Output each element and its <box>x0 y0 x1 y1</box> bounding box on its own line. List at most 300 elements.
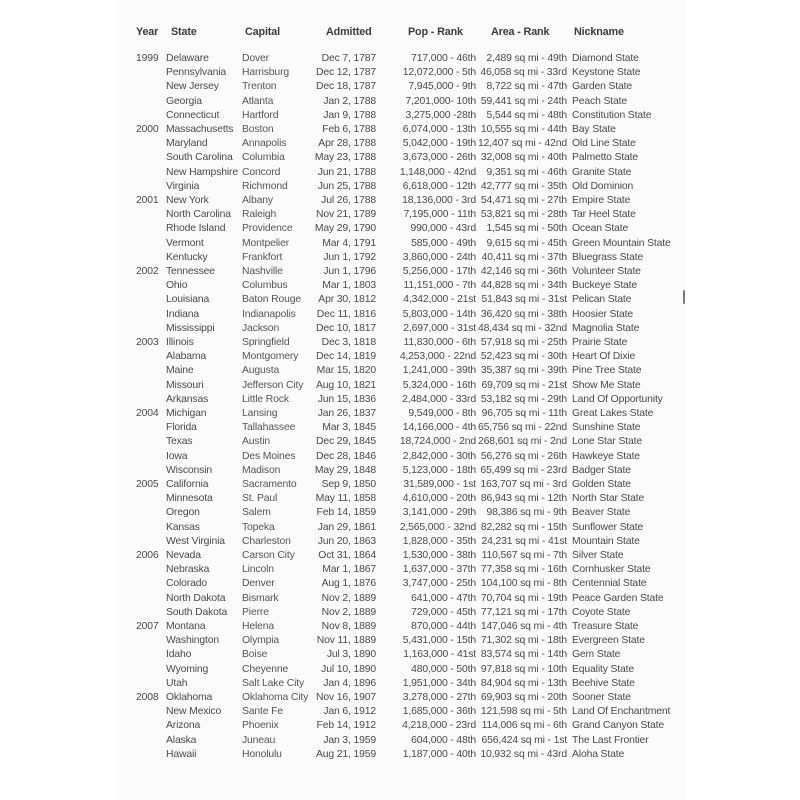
row-admitted: Dec 14, 1819 <box>315 351 376 363</box>
row-area-rank: 35,387 sq mi - 39th <box>480 365 567 377</box>
row-state: Kansas <box>166 521 200 533</box>
row-capital: Raleigh <box>242 209 277 221</box>
row-area-rank: 70,704 sq mi - 19th <box>480 592 567 604</box>
row-admitted: May 23, 1788 <box>314 152 376 164</box>
row-capital: Columbus <box>242 280 288 292</box>
row-area-rank: 9,615 sq mi - 45th <box>486 237 567 249</box>
row-area-rank: 53,821 sq mi - 28th <box>480 209 567 221</box>
row-capital: Little Rock <box>242 393 289 405</box>
row-pop-rank: 11,151,000 - 7th <box>403 280 476 292</box>
row-nickname: Beaver State <box>572 507 631 519</box>
row-pop-rank: 9,549,000 - 8th <box>408 408 476 419</box>
row-state: Ohio <box>166 280 188 292</box>
row-capital: Concord <box>242 166 281 178</box>
row-capital: Salt Lake City <box>242 677 305 689</box>
table-row <box>0 506 800 520</box>
table-row <box>0 137 800 151</box>
row-admitted: Nov 11, 1889 <box>316 635 376 647</box>
row-area-rank: 12,407 sq mi - 42nd <box>478 138 567 150</box>
row-admitted: Dec 3, 1818 <box>321 337 376 348</box>
table-row <box>0 563 800 577</box>
table-row <box>0 166 800 180</box>
row-capital: Sante Fe <box>242 706 283 718</box>
row-nickname: Grand Canyon State <box>572 720 665 732</box>
row-admitted: Jan 29, 1861 <box>317 521 376 533</box>
row-year: 2005 <box>136 479 159 490</box>
row-state: Arkansas <box>166 393 209 405</box>
row-area-rank: 147,046 sq mi - 4th <box>480 621 567 632</box>
row-nickname: Beehive State <box>572 677 635 689</box>
row-capital: Nashville <box>242 266 283 277</box>
table-row <box>0 407 800 421</box>
row-pop-rank: 1,685,000 - 36th <box>402 706 476 718</box>
row-pop-rank: 4,218,000 - 23rd <box>402 720 476 732</box>
row-capital: Harrisburg <box>242 67 290 79</box>
row-area-rank: 71,302 sq mi - 18th <box>480 635 567 647</box>
row-capital: Augusta <box>242 365 280 377</box>
row-admitted: Nov 16, 1907 <box>315 692 376 703</box>
row-capital: Tallahassee <box>242 422 296 434</box>
table-row <box>0 180 800 194</box>
row-capital: Des Moines <box>242 450 296 462</box>
table-row <box>0 478 800 492</box>
row-area-rank: 86,943 sq mi - 12th <box>480 493 567 505</box>
row-pop-rank: 1,951,000 - 34th <box>402 677 476 689</box>
row-state: Missouri <box>166 379 204 391</box>
row-state: North Carolina <box>166 209 231 221</box>
row-admitted: Jan 26, 1837 <box>317 408 376 419</box>
row-pop-rank: 6,074,000 - 13th <box>402 124 476 135</box>
header-nickname: Nickname <box>574 26 624 38</box>
row-state: New Hampshire <box>166 166 238 178</box>
row-admitted: Oct 31, 1864 <box>318 550 376 561</box>
table-row <box>0 521 800 535</box>
row-nickname: Evergreen State <box>572 635 645 647</box>
row-state: Iowa <box>166 450 188 462</box>
row-pop-rank: 641,000 - 47th <box>411 592 476 604</box>
row-admitted: Jan 3, 1959 <box>323 734 376 746</box>
row-nickname: Coyote State <box>572 606 631 618</box>
row-area-rank: 84,904 sq mi - 13th <box>480 677 567 689</box>
row-admitted: Nov 8, 1889 <box>321 621 376 632</box>
table-row <box>0 194 800 208</box>
row-year: 1999 <box>136 53 159 64</box>
table-row <box>0 450 800 464</box>
row-state: Oregon <box>166 507 200 519</box>
row-capital: Frankfort <box>242 251 283 263</box>
row-capital: Albany <box>242 195 273 206</box>
row-admitted: Feb 14, 1912 <box>316 720 376 732</box>
row-nickname: North Star State <box>572 493 645 505</box>
row-area-rank: 65,756 sq mi - 22nd <box>478 422 567 434</box>
row-pop-rank: 604,000 - 48th <box>411 734 476 746</box>
table-row <box>0 648 800 662</box>
row-state: Michigan <box>166 408 207 419</box>
row-admitted: Dec 12, 1787 <box>315 67 376 79</box>
row-area-rank: 1,545 sq mi - 50th <box>486 223 567 235</box>
row-state: Delaware <box>166 53 209 64</box>
row-nickname: Garden State <box>572 81 633 93</box>
row-year: 2003 <box>136 337 159 348</box>
row-area-rank: 9,351 sq mi - 46th <box>486 166 567 178</box>
row-capital: Salem <box>242 507 271 519</box>
row-capital: Montpelier <box>242 237 290 249</box>
row-admitted: Aug 21, 1959 <box>315 748 376 760</box>
row-pop-rank: 2,842,000 - 30th <box>402 450 476 462</box>
table-row <box>0 464 800 478</box>
row-capital: Hartford <box>242 109 279 121</box>
row-state: Illinois <box>166 337 194 348</box>
row-state: Nevada <box>166 550 201 561</box>
row-admitted: Dec 29, 1845 <box>315 436 376 448</box>
row-nickname: Bay State <box>572 124 616 135</box>
row-capital: Providence <box>242 223 293 235</box>
table-header-row <box>0 26 800 40</box>
row-admitted: Jul 26, 1788 <box>321 195 376 206</box>
row-pop-rank: 7,195,000 - 11th <box>403 209 476 221</box>
row-admitted: Dec 28, 1846 <box>315 450 376 462</box>
row-admitted: Dec 10, 1817 <box>315 322 376 334</box>
row-capital: Baton Rouge <box>242 294 302 306</box>
table-row <box>0 308 800 322</box>
table-row <box>0 279 800 293</box>
row-capital: Pierre <box>242 606 269 618</box>
row-state: Pennsylvania <box>166 67 227 79</box>
table-row <box>0 393 800 407</box>
header-capital: Capital <box>245 26 280 38</box>
row-state: North Dakota <box>166 592 226 604</box>
row-capital: Charleston <box>242 535 291 547</box>
row-state: Alabama <box>166 351 206 363</box>
row-area-rank: 8,722 sq mi - 47th <box>486 81 567 93</box>
row-admitted: Aug 10, 1821 <box>315 379 376 391</box>
row-capital: Jackson <box>242 322 280 334</box>
row-nickname: Centennial State <box>572 578 647 590</box>
row-area-rank: 48,434 sq mi - 32nd <box>478 322 567 334</box>
table-row <box>0 535 800 549</box>
row-pop-rank: 2,697,000 - 31st <box>403 322 476 334</box>
row-state: West Virginia <box>166 535 225 547</box>
row-admitted: Jun 21, 1788 <box>317 166 376 178</box>
row-area-rank: 46,058 sq mi - 33rd <box>480 67 567 79</box>
table-row <box>0 691 800 705</box>
row-year: 2006 <box>136 550 159 561</box>
row-capital: Denver <box>242 578 275 590</box>
row-admitted: Jan 6, 1912 <box>323 706 376 718</box>
row-admitted: Mar 3, 1845 <box>322 422 376 434</box>
row-state: South Dakota <box>166 606 228 618</box>
row-nickname: Mountain State <box>572 535 640 547</box>
row-pop-rank: 1,148,000 - 42nd <box>399 166 476 178</box>
row-state: Tennessee <box>166 266 215 277</box>
row-admitted: Dec 7, 1787 <box>321 53 376 64</box>
row-area-rank: 114,006 sq mi - 6th <box>481 720 567 732</box>
table-row <box>0 336 800 350</box>
row-state: Florida <box>166 422 197 434</box>
row-admitted: Jun 20, 1863 <box>317 535 376 547</box>
table-row <box>0 123 800 137</box>
row-state: Minnesota <box>166 493 213 505</box>
row-pop-rank: 1,828,000 - 35th <box>402 535 476 547</box>
row-nickname: Volunteer State <box>572 266 641 277</box>
row-capital: Carson City <box>242 550 295 561</box>
row-nickname: Hoosier State <box>572 308 634 320</box>
row-state: Georgia <box>166 95 202 107</box>
table-row <box>0 577 800 591</box>
row-nickname: Bluegrass State <box>572 251 644 263</box>
row-nickname: Cornhusker State <box>572 564 651 576</box>
row-area-rank: 104,100 sq mi - 8th <box>480 578 567 590</box>
row-area-rank: 36,420 sq mi - 38th <box>480 308 567 320</box>
row-capital: Lincoln <box>242 564 274 576</box>
row-pop-rank: 729,000 - 45th <box>411 606 476 618</box>
table-row <box>0 549 800 563</box>
row-year: 2007 <box>136 621 159 632</box>
row-admitted: May 11, 1858 <box>315 493 376 505</box>
row-pop-rank: 1,637,000 - 37th <box>402 564 476 576</box>
row-state: Maryland <box>166 138 208 150</box>
row-area-rank: 82,282 sq mi - 15th <box>480 521 567 533</box>
row-nickname: Hawkeye State <box>572 450 640 462</box>
row-nickname: Empire State <box>572 195 631 206</box>
row-pop-rank: 31,589,000 - 1st <box>403 479 476 490</box>
row-nickname: Magnolia State <box>572 322 640 334</box>
row-capital: Olympia <box>242 635 280 647</box>
row-capital: Helena <box>242 621 275 632</box>
row-area-rank: 10,932 sq mi - 43rd <box>480 748 567 760</box>
row-area-rank: 54,471 sq mi - 27th <box>480 195 567 206</box>
row-admitted: Jun 1, 1796 <box>323 266 376 277</box>
row-state: Massachusetts <box>166 124 234 135</box>
row-pop-rank: 717,000 - 46th <box>411 53 476 64</box>
row-state: Utah <box>166 677 188 689</box>
row-admitted: Dec 18, 1787 <box>315 81 376 93</box>
row-capital: Sacramento <box>242 479 297 490</box>
row-nickname: Lone Star State <box>572 436 642 448</box>
row-state: Alaska <box>166 734 197 746</box>
row-capital: Cheyenne <box>242 663 289 675</box>
row-nickname: Old Dominion <box>572 180 634 192</box>
header-admitted: Admitted <box>326 26 372 38</box>
table-row <box>0 421 800 435</box>
row-area-rank: 83,574 sq mi - 14th <box>480 649 567 661</box>
row-area-rank: 97,818 sq mi - 10th <box>480 663 567 675</box>
row-pop-rank: 990,000 - 43rd <box>410 223 476 235</box>
row-pop-rank: 5,431,000 - 15th <box>402 635 476 647</box>
table-row <box>0 677 800 691</box>
row-capital: Austin <box>242 436 270 448</box>
table-row <box>0 208 800 222</box>
row-pop-rank: 7,201,000- 10th <box>405 95 476 107</box>
row-year: 2002 <box>136 266 159 277</box>
row-nickname: Great Lakes State <box>572 408 654 419</box>
row-nickname: Palmetto State <box>572 152 639 164</box>
table-row <box>0 66 800 80</box>
row-pop-rank: 4,253,000 - 22nd <box>399 351 476 363</box>
row-admitted: Mar 1, 1803 <box>322 280 376 292</box>
table-row <box>0 748 800 762</box>
row-capital: Phoenix <box>242 720 279 732</box>
table-row <box>0 663 800 677</box>
row-nickname: Land Of Opportunity <box>572 393 663 405</box>
row-area-rank: 44,828 sq mi - 34th <box>480 280 567 292</box>
row-nickname: Prairie State <box>572 337 628 348</box>
row-capital: St. Paul <box>242 493 278 505</box>
row-area-rank: 163,707 sq mi - 3rd <box>480 479 567 490</box>
row-area-rank: 96,705 sq mi - 11th <box>481 408 567 419</box>
row-state: New York <box>166 195 209 206</box>
row-capital: Trenton <box>242 81 277 93</box>
row-pop-rank: 4,610,000 - 20th <box>402 493 476 505</box>
row-state: South Carolina <box>166 152 233 164</box>
row-pop-rank: 3,747,000 - 25th <box>402 578 476 590</box>
row-nickname: Aloha State <box>572 748 625 760</box>
table-row <box>0 364 800 378</box>
row-capital: Oklahoma City <box>242 692 309 703</box>
row-nickname: The Last Frontier <box>572 734 649 746</box>
row-pop-rank: 5,324,000 - 16th <box>402 379 476 391</box>
table-row <box>0 620 800 634</box>
row-admitted: Nov 2, 1889 <box>321 606 376 618</box>
row-area-rank: 10,555 sq mi - 44th <box>480 124 567 135</box>
row-nickname: Diamond State <box>572 53 639 64</box>
row-pop-rank: 2,484,000 - 33rd <box>402 393 476 405</box>
row-nickname: Heart Of Dixie <box>572 351 636 363</box>
row-nickname: Granite State <box>572 166 632 178</box>
row-state: Oklahoma <box>166 692 213 703</box>
row-pop-rank: 7,945,000 - 9th <box>408 81 476 93</box>
row-nickname: Sunflower State <box>572 521 644 533</box>
row-state: Arizona <box>166 720 201 732</box>
table-row <box>0 222 800 236</box>
row-capital: Atlanta <box>242 95 274 107</box>
row-pop-rank: 4,342,000 - 21st <box>403 294 476 306</box>
table-row <box>0 265 800 279</box>
row-nickname: Constitution State <box>572 109 652 121</box>
table-row <box>0 719 800 733</box>
header-year: Year <box>136 26 159 38</box>
table-row <box>0 492 800 506</box>
row-state: Texas <box>166 436 193 448</box>
row-nickname: Pine Tree State <box>572 365 642 377</box>
row-area-rank: 5,544 sq mi - 48th <box>486 109 567 121</box>
row-area-rank: 52,423 sq mi - 30th <box>480 351 567 363</box>
row-pop-rank: 3,141,000 - 29th <box>402 507 476 519</box>
row-state: Washington <box>166 635 219 647</box>
header-area-rank: Area - Rank <box>491 26 550 38</box>
row-admitted: Nov 21, 1789 <box>315 209 376 221</box>
row-area-rank: 53,182 sq mi - 29th <box>480 393 567 405</box>
row-state: Wisconsin <box>166 464 212 476</box>
row-area-rank: 59,441 sq mi - 24th <box>480 95 567 107</box>
row-capital: Springfield <box>242 337 290 348</box>
row-state: Connecticut <box>166 109 220 121</box>
row-pop-rank: 2,565,000 - 32nd <box>399 521 476 533</box>
row-admitted: Sep 9, 1850 <box>321 479 376 490</box>
row-nickname: Keystone State <box>572 67 641 79</box>
row-nickname: Buckeye State <box>572 280 638 292</box>
row-pop-rank: 3,275,000 -28th <box>405 109 476 121</box>
row-area-rank: 51,843 sq mi - 31st <box>481 294 567 306</box>
row-admitted: May 29, 1848 <box>314 464 376 476</box>
table-row <box>0 322 800 336</box>
row-state: New Jersey <box>166 81 219 93</box>
row-area-rank: 56,276 sq mi - 26th <box>480 450 567 462</box>
row-admitted: Jul 10, 1890 <box>321 663 376 675</box>
row-area-rank: 69,709 sq mi - 21st <box>481 379 567 391</box>
row-area-rank: 24,231 sq mi - 41st <box>481 535 567 547</box>
row-area-rank: 121,598 sq mi - 5th <box>480 706 567 718</box>
row-nickname: Land Of Enchantment <box>572 706 671 718</box>
table-row <box>0 251 800 265</box>
row-admitted: Apr 28, 1788 <box>318 138 376 150</box>
row-state: Kentucky <box>166 251 208 263</box>
row-year: 2004 <box>136 408 159 419</box>
row-capital: Columbia <box>242 152 285 164</box>
table-row <box>0 80 800 94</box>
table-row <box>0 350 800 364</box>
row-area-rank: 32,008 sq mi - 40th <box>480 152 567 164</box>
row-state: Virginia <box>166 180 200 192</box>
row-pop-rank: 12,072,000 - 5th <box>402 67 476 79</box>
table-row <box>0 734 800 748</box>
row-area-rank: 77,358 sq mi - 16th <box>480 564 567 576</box>
row-pop-rank: 5,803,000 - 14th <box>402 308 476 320</box>
row-pop-rank: 1,163,000 - 41st <box>403 649 476 661</box>
row-capital: Honolulu <box>242 748 282 760</box>
table-row <box>0 109 800 123</box>
row-pop-rank: 870,000 - 44th <box>411 621 476 632</box>
row-state: Rhode Island <box>166 223 226 235</box>
row-admitted: Dec 11, 1816 <box>316 308 376 320</box>
row-state: California <box>166 479 209 490</box>
row-nickname: Sooner State <box>572 692 631 703</box>
row-nickname: Badger State <box>572 464 631 476</box>
row-capital: Boston <box>242 124 274 135</box>
row-year: 2001 <box>136 195 159 206</box>
row-admitted: May 29, 1790 <box>314 223 376 235</box>
table-row <box>0 95 800 109</box>
header-state: State <box>171 26 197 38</box>
row-capital: Indianapolis <box>242 308 296 320</box>
row-pop-rank: 585,000 - 49th <box>411 237 476 249</box>
row-state: Maine <box>166 365 194 377</box>
row-admitted: Jun 15, 1836 <box>317 393 376 405</box>
row-admitted: Jul 3, 1890 <box>326 649 376 661</box>
row-capital: Lansing <box>242 408 278 419</box>
row-admitted: Jan 4, 1896 <box>323 677 376 689</box>
row-area-rank: 110,567 sq mi - 7th <box>481 550 567 561</box>
row-admitted: Jan 9, 1788 <box>323 109 376 121</box>
table-row <box>0 237 800 251</box>
row-state: Montana <box>166 621 206 632</box>
table-row <box>0 435 800 449</box>
row-nickname: Treasure State <box>572 621 639 632</box>
row-area-rank: 98,386 sq mi - 9th <box>486 507 567 519</box>
row-state: Louisiana <box>166 294 210 306</box>
row-area-rank: 42,146 sq mi - 36th <box>480 266 567 277</box>
row-state: Hawaii <box>166 748 197 760</box>
table-row <box>0 293 800 307</box>
row-nickname: Tar Heel State <box>572 209 636 221</box>
row-state: Idaho <box>166 649 192 661</box>
row-nickname: Peace Garden State <box>572 592 664 604</box>
row-area-rank: 57,918 sq mi - 25th <box>480 337 567 348</box>
row-nickname: Equality State <box>572 663 635 675</box>
row-nickname: Golden State <box>572 479 631 490</box>
row-state: Mississippi <box>166 322 215 334</box>
row-nickname: Ocean State <box>572 223 629 235</box>
